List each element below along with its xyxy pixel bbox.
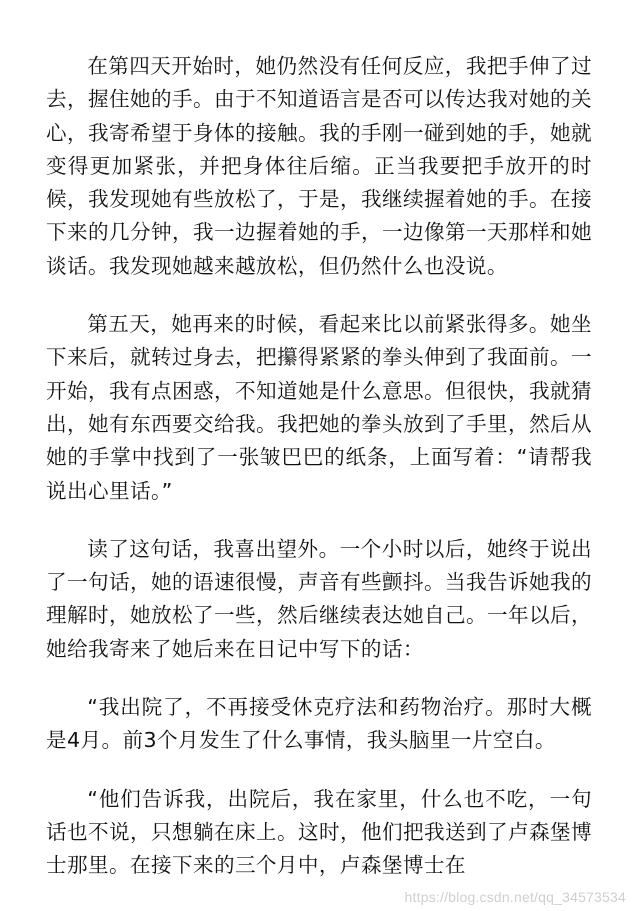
paragraph-2: 第五天，她再来的时候，看起来比以前紧张得多。她坐下来后，就转过身去，把攥得紧紧的拳头伸到了我面前。一开始，我有点困惑，不知道她是什么意思。但很快，我就猜出，她有东西要交给我。我把她的拳头放到了手里，然后从她的手掌中找到了一张皱巴巴的纸条，上面写着：“请帮我说出心里话。”: [46, 312, 592, 503]
watermark-url: https://blog.csdn.net/qq_34573534: [404, 889, 626, 905]
document-body: [46, 50, 592, 883]
paragraph-5: “他们告诉我，出院后，我在家里，什么也不吃，一句话也不说，只想躺在床上。这时，他们把我送到了卢森堡博士那里。在接下来的三个月中，卢森堡博士在: [46, 786, 592, 878]
paragraph-4: “我出院了，不再接受休克疗法和药物治疗。那时大概是4月。前3个月发生了什么事情，我头脑里一片空白。: [46, 695, 592, 753]
paragraph-1: 在第四天开始时，她仍然没有任何反应，我把手伸了过去，握住她的手。由于不知道语言是否可以传达我对她的关心，我寄希望于身体的接触。我的手刚一碰到她的手，她就变得更加紧张，并把身体往后缩。正当我要把手放开的时候，我发现她有些放松了，于是，我继续握着她的手。在接下来的几分钟，我一边握着她的手，一边像第一天那样和她谈话。我发现她越来越放松，但仍然什么也没说。: [46, 54, 592, 278]
paragraph-3: 读了这句话，我喜出望外。一个小时以后，她终于说出了一句话，她的语速很慢，声音有些颤抖。当我告诉她我的理解时，她放松了一些，然后继续表达她自己。一年以后，她给我寄来了她后来在日记中写下的话：: [46, 536, 592, 661]
